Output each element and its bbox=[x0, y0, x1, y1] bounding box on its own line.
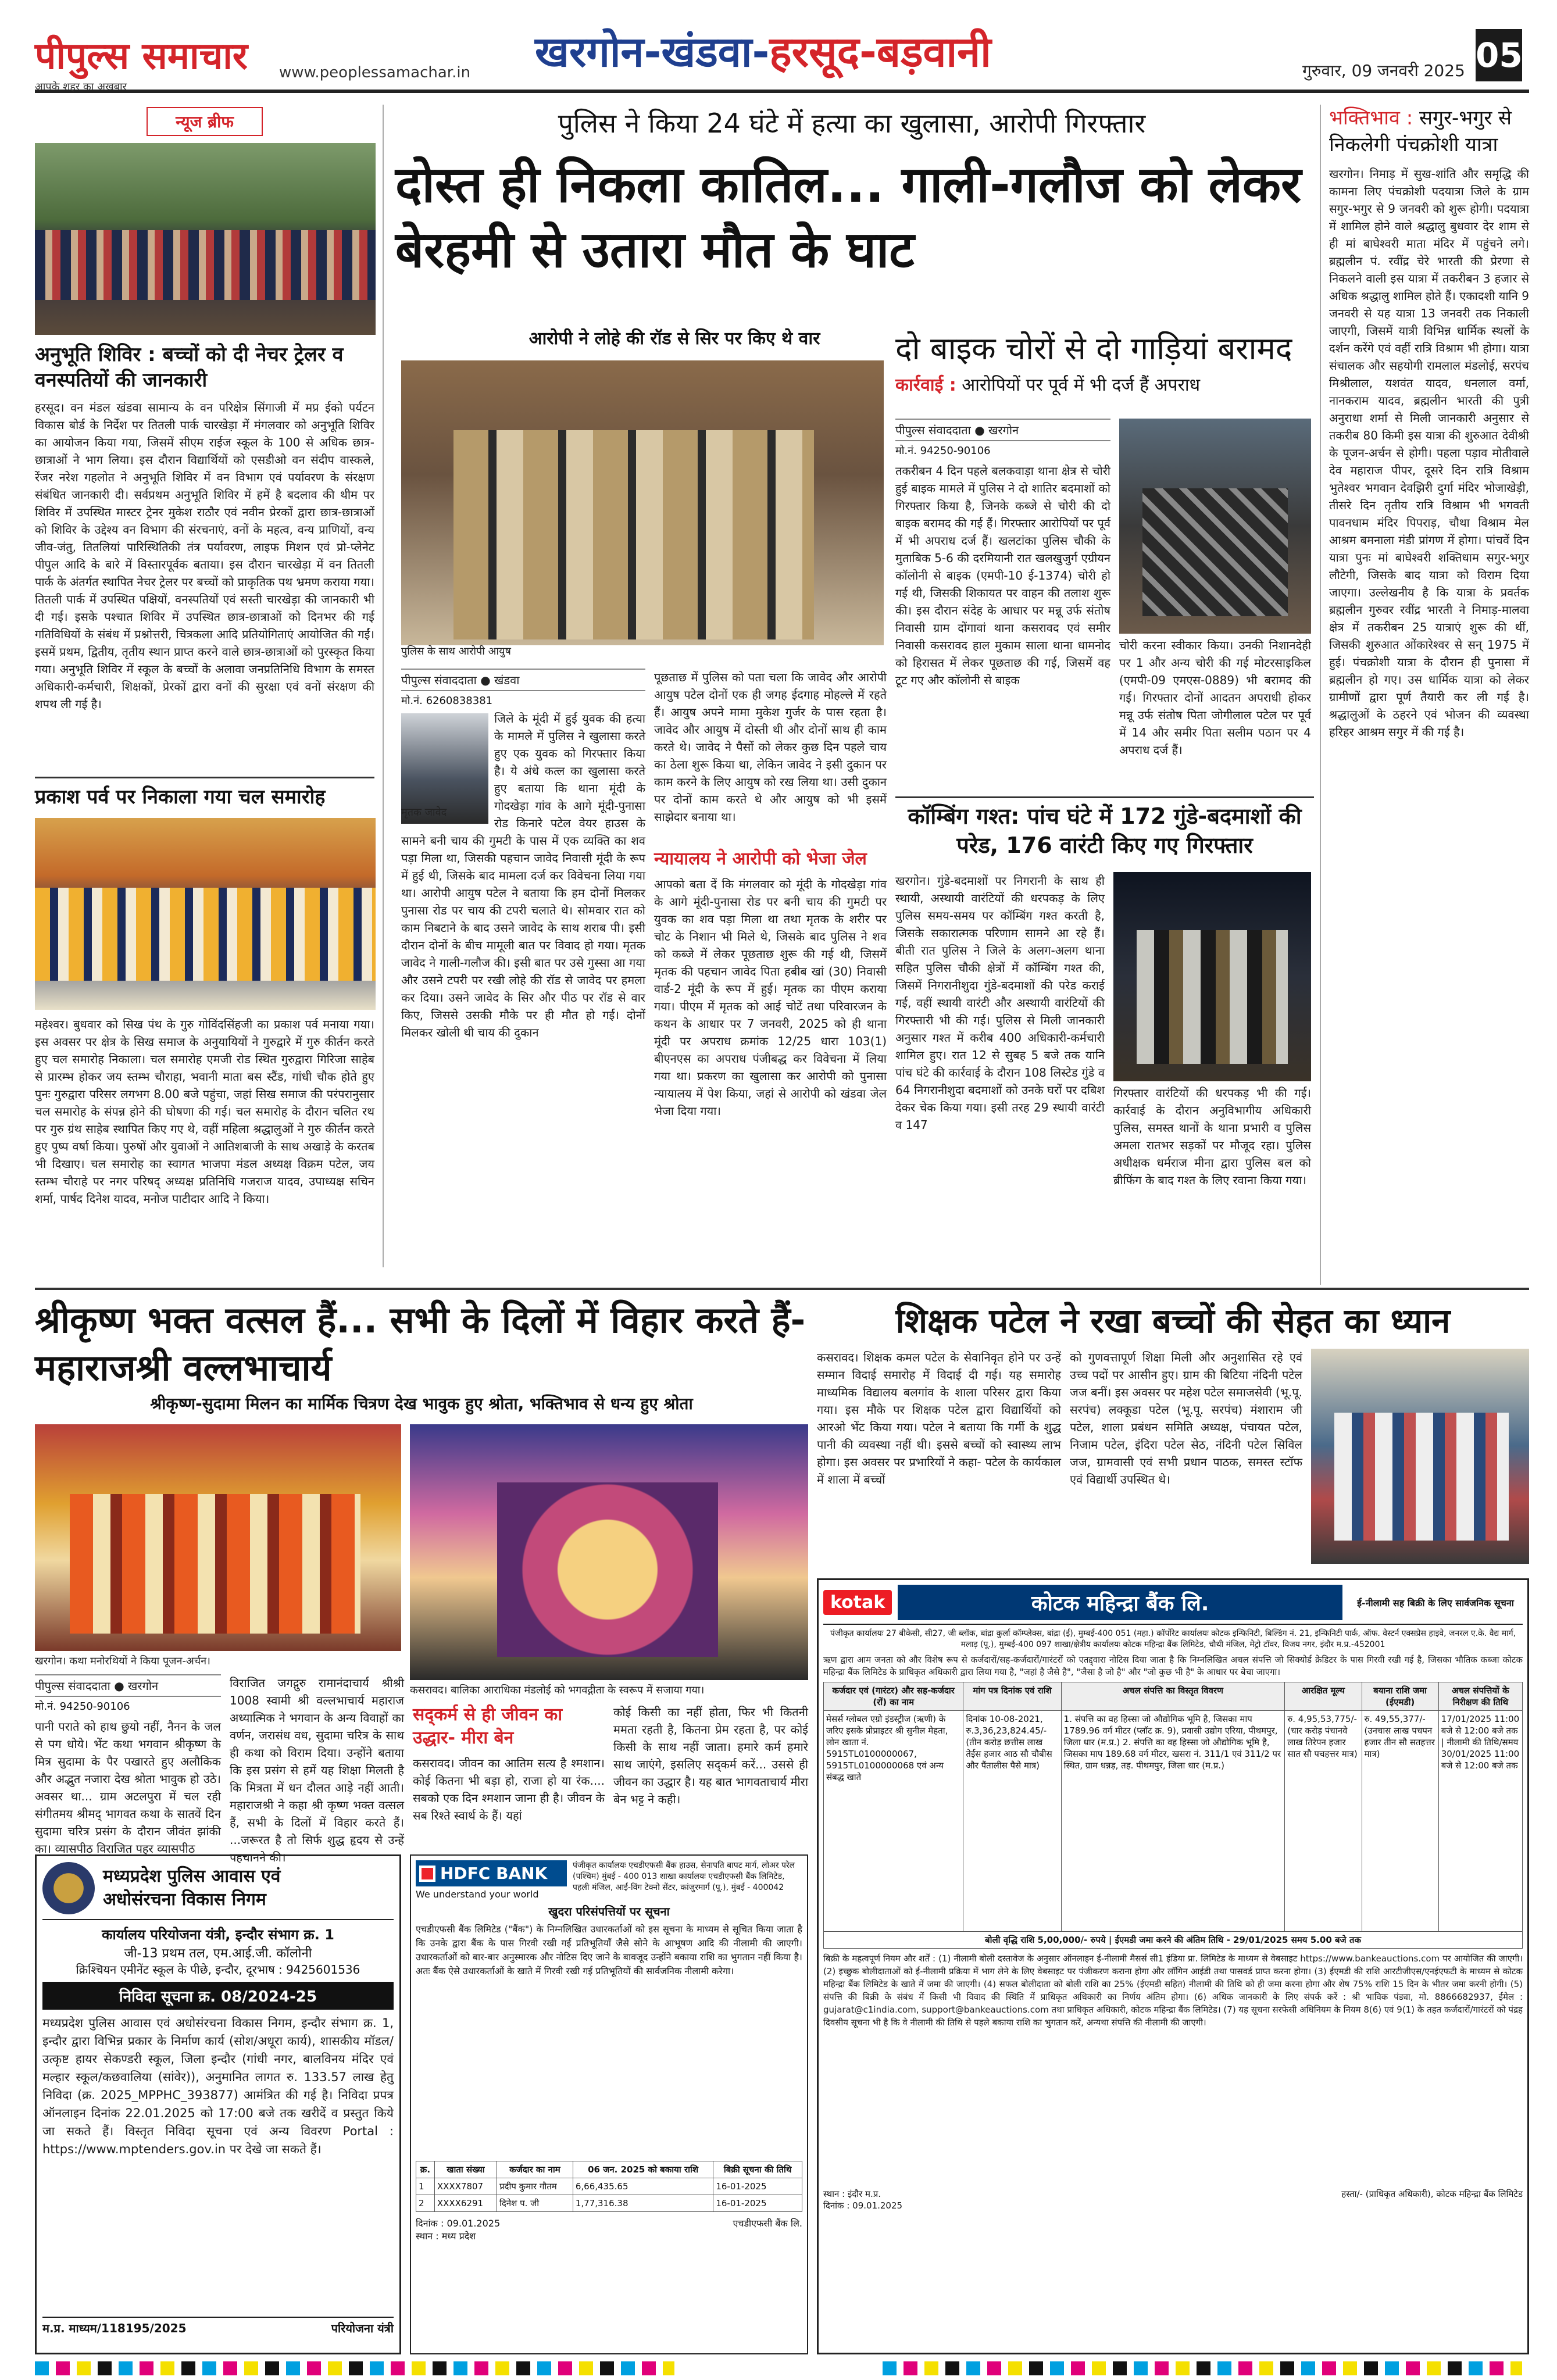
table-row: 1 XXXX7807 प्रदीप कुमार गौतम 6,66,435.65 16-01-2025 bbox=[416, 2178, 802, 2195]
teacher-headline: शिक्षक पटेल ने रखा बच्चों की सेहत का ध्यान bbox=[895, 1301, 1451, 1341]
teacher-headline-box bbox=[817, 1296, 1529, 1349]
lead-photo-caption: पुलिस के साथ आरोपी आयुष bbox=[401, 645, 511, 657]
kotak-col-borrower: कर्जदार एवं (गारंटर) और सह-कर्जदार (रों) का नाम bbox=[824, 1682, 963, 1711]
hdfc-logo: HDFC BANK bbox=[416, 1860, 567, 1886]
section-divider bbox=[35, 1288, 1529, 1290]
housing-body: मध्यप्रदेश पुलिस आवास एवं अधोसंरचना विकास निगम, इन्दौर संभाग क्र. 1, इन्दौर द्वारा विभिन्न प्रकार के निर्माण कार्य (सोश/अधूरा कार्य), शासकीय मॉडल/उत्कृष्ट हायर सेकण्डरी स्कूल, जिला इन्दौर (गांधी नगर, बालविनय मंदिर एवं मल्हार स्कूल/कछवालिया (सांवेर)), अनुमानित लागत रु. 133.57 लाख हेतु निविदा (क्र. 2025_MPPHC_393877) आमंत्रित की गई है। निविदा प्रपत्र ऑनलाइन दिनांक 22.01.2025 को 17:00 बजे तक खरीदें व प्रस्तुत किये जा सकते हैं। विस्तृत निविदा सूचना एवं अन्य विवरण Portal : https://www.mptenders.gov.in पर देखे जा सकते हैं। bbox=[42, 2016, 394, 2156]
kotak-terms: बिक्री के महत्वपूर्ण नियम और शर्तें : (1) नीलामी बोली दस्तावेज के अनुसार ऑनलाइन ई-नीलामी मैसर्स सी1 इंडिया प्रा. लिमिटेड के माध्यम से वेबसाइट https://www.bankeauctions.com पर आयोजित की जाएगी। (2) इच्छुक बोलीदाताओं को ई-नीलामी प्रक्रिया में भाग लेने के लिए वेबसाइट पर पंजीकरण कराना होगा और लॉगिन आईडी तथा पासवर्ड प्राप्त करना होगा। (3) ईएमडी की राशि आरटीजीएस/एनईएफटी के माध्यम से कोटक महिन्द्रा बैंक लिमिटेड के खाते में जमा की जाएगी। (4) सफल बोलीदाता को बोली राशि का 25% (ईएमडी सहित) नीलामी की तिथि को ही जमा करना होगा और शेष 75% राशि 15 दिन के भीतर जमा करनी होगी। (5) संपत्ति की बिक्री के संबंध में किसी भी विवाद की स्थिति में प्राधिकृत अधिकारी का निर्णय अंतिम होगा। (6) अधिक जानकारी के लिए संपर्क करें : श्री भाविक पंड्या, मो. 8866682937, ईमेल : gujarat@c1india.com, support@bankeauctions.com तथा प्राधिकृत अधिकारी, कोटक महिन्द्रा बैंक लिमिटेड। (7) यह सूचना सरफेसी अधिनियम के नियम 8(6) एवं 9(1) के तहत कर्जदारों/गारंटरों को पंद्रह दिवसीय सूचना भी है कि वे नीलामी की तिथि से पहले बकाया राशि का भुगतान करें, अन्यथा संपत्ति की नीलामी की जाएगी। bbox=[823, 1953, 1523, 2028]
meera-text-1: कसरावद। जीवन का आतिम सत्य है श्मशान। कोई कितना भी बड़ा हो, राजा हो या रंक.... सबको एक दिन श्मशान जाना ही है। जीवन के सब रिश्ते स्वार्थ के हैं। यहां bbox=[413, 1756, 605, 1822]
section-title: खरगोन-खंडवा-हरसूद-बड़वानी bbox=[535, 27, 991, 76]
meera-headline: सद्‌कर्म से ही जीवन का उद्धार- मीरा बेन bbox=[413, 1704, 563, 1748]
teacher-column-1 bbox=[817, 1349, 1061, 1570]
housing-footer-left: म.प्र. माध्यम/118195/2025 bbox=[42, 2321, 187, 2335]
gita-caption: कसरावद। बालिका आराधिका मंडलोई को भगवद्गीता के स्वरूप में सजाया गया। bbox=[410, 1684, 705, 1696]
hdfc-body: एचडीएफसी बैंक लिमिटेड ("बैंक") के निम्नलिखित उधारकर्ताओं को इस सूचना के माध्यम से सूचित किया जाता है कि उनके द्वारा बैंक के पास गिरवी रखी गई प्रतिभूतियाँ जैसे सोने के आभूषण आदि की नीलामी की जाएगी। उधारकर्ताओं को बार-बार अनुस्मारक और नोटिस दिए जाने के बावजूद उन्होंने बकाया राशि का भुगतान नहीं किया है। अतः बैंक ऐसे उधारकर्ताओं के खाते में गिरवी रखी गई प्रतिभूतियों की सार्वजनिक नीलामी करेगा। bbox=[416, 1924, 802, 1977]
procession-photo bbox=[35, 818, 376, 1010]
kotak-place: स्थान : इंदौर म.प्र. bbox=[823, 2189, 881, 2199]
kotak-col-inspection: अचल संपत्तियों के निरीक्षण की तिथि bbox=[1438, 1682, 1522, 1711]
meera-column-1 bbox=[413, 1703, 605, 1849]
recovered-bikes-photo bbox=[1119, 419, 1311, 634]
theft-kicker-label: कार्रवाई : bbox=[895, 375, 956, 395]
lead-mobile: मो.नं. 6260838381 bbox=[401, 695, 493, 707]
camp-text: हरसूद। वन मंडल खंडवा सामान्य के वन परिक्षेत्र सिंगाजी में मप्र ईको पर्यटन विकास बोर्ड के निर्देश पर तितली पार्क चारखेड़ा में मंगलवार को अनुभूति शिविर का आयोजन किया गया, जिसमें सीएम राईज स्कूल के 100 से अधिक छात्र-छात्राओं ने भाग लिया। इस दौरान विद्यार्थियों को एसडीओ वन संदीप वास्कले, रेंजर नरेश गहलोत ने अनुभूति शिविर में वन विभाग एवं पर्यावरण के संरक्षण संबंधित जानकारी दी। सर्वप्रथम अनुभूति शिविर में हमें है बदलाव की थीम पर शिविर में उपस्थित मास्टर ट्रेनर मुकेश राठौर एवं नवीन प्रेरकों द्वारा छात्र-छात्राओं को शिविर के उद्देश्य वन विभाग की संरचनाएं, वनों के महत्व, वन्य प्राणियों, वन्य जीव-जंतु, तितलियां पारिस्थितिकी तंत्र पर्यावरण, लाइफ मिशन एवं प्रो-प्लेनेट पीपुल आदि के बारे में विस्तारपूर्वक बताया। इस दौरान चारखेड़ा में वन तितली पार्क के अंतर्गत स्थापित नेचर ट्रेलर पर बच्चों को प्राकृतिक पथ भ्रमण कराया गया। तितली पार्क में उपस्थित पक्षियों, वनस्पतियों एवं सस्ती चारखेड़ा की जानकारी भी दी गई। इसके पश्चात शिविर में उपस्थित छात्र-छात्राओं को दिनभर की गई गतिविधियों के संबंध में प्रश्नोत्तरी, चित्रकला आदि प्रतियोगिताएं आयोजित की गईं। इसमें प्रथम, द्वितीय, तृतीय स्थान प्राप्त करने वाले छात्र-छात्राओं को पुरस्कृत किया गया। अनुभूति शिविर में स्कूल के बच्चों के अलावा जनप्रतिनिधि विभाग के समस्त अधिकारी-कर्मचारी, शिक्षकों, प्रेरकों द्वारा वनों की सुरक्षा एवं वनों संरक्षण की शपथ ली गई है। bbox=[35, 401, 374, 711]
housing-notice-no: निविदा सूचना क्र. 08/2024-25 bbox=[42, 1982, 394, 2010]
krishna-column-1: पीपुल्स संवाददाता ● खरगोन मो.नं. 94250-90106 पानी पराते को हाथ छुयो नहीं, नैनन के जल से पग धोये। भेंट कथा भगवान श्रीकृष्ण के मित्र सुदामा के पैर पखारते हुए अलौकिक और अद्भुत नजारा देख श्रोता भावुक हो उठे। अवसर था... ग्राम अटलपुरा में चल रही संगीतमय श्रीमद् भागवत कथा के सातवें दिन सुदामा चरित्र प्रसंग के दौरान जीवंत झांकी का। व्यासपीठ विराजित पहर व्यासपीठ bbox=[35, 1674, 221, 1849]
combing-caption: गिरफ्तार वारंटियों की धरपकड़ भी की गई। कार्रवाई के दौरान अनुविभागीय अधिकारी पुलिस, समस्त थानों के थाना प्रभारी व पुलिस अमला रातभर सड़कों पर मौजूद रहा। पुलिस अधीक्षक धर्मराज मीना द्वारा पुलिस बल को ब्रीफिंग के बाद गश्त के लिए रवाना किया गया। bbox=[1113, 1086, 1311, 1187]
victim-caption: मृतक जावेद bbox=[401, 806, 447, 819]
procession-headline: प्रकाश पर्व पर निकाला गया चल समारोह bbox=[35, 777, 374, 812]
color-registration-bar bbox=[0, 2357, 1557, 2380]
yatra-label: भक्तिभाव : bbox=[1329, 106, 1413, 130]
kotak-intro: ऋण द्वारा आम जनता को और विशेष रूप से कर्जदारों/सह-कर्जदारों/गारंटरों को एतद्द्वारा नोटिस दिया जाता है कि निम्नलिखित अचल संपत्ति जो सिक्योर्ड क्रेडिटर के पास गिरवी रखी गई है, जिसका भौतिक कब्जा कोटक महिन्द्रा बैंक लिमिटेड के प्राधिकृत अधिकारी द्वारा लिया गया है, "जहां है जैसे है", "जैसा है जो है" और "जो कुछ भी है" के आधार पर बेचा जाएगा। bbox=[823, 1654, 1523, 1677]
krishna-text-1: पानी पराते को हाथ छुयो नहीं, नैनन के जल से पग धोये। भेंट कथा भगवान श्रीकृष्ण के मित्र सुदामा के पैर पखारते हुए अलौकिक और अद्भुत नजारा देख श्रोता भावुक हो उठे। अवसर था... ग्राम अटलपुरा में चल रही संगीतमय श्रीमद् भागवत कथा के सातवें दिन सुदामा चरित्र प्रसंग के दौरान जीवंत झांकी का। व्यासपीठ विराजित पहर व्यासपीठ bbox=[35, 1720, 221, 1856]
lead-sub-box bbox=[465, 326, 884, 355]
combing-night-photo bbox=[1113, 872, 1311, 1081]
police-emblem-icon bbox=[42, 1862, 95, 1914]
housing-org-1: मध्यप्रदेश पुलिस आवास एवं bbox=[103, 1866, 281, 1886]
krishna-headline: श्रीकृष्ण भक्त वत्सल हैं... सभी के दिलों में विहार करते हैं- महाराजश्री वल्लभाचार्य bbox=[35, 1299, 806, 1389]
teacher-text-2: को गुणवत्तापूर्ण शिक्षा मिली और अनुशासित रहे एवं उच्च पदों पर आसीन हुए। ग्राम की बिटिया नंदिनी पटेल जज बनीं। इस अवसर पर महेश पटेल समाजसेवी (भू.पू. सरपंच) लक्कूडा पटेल (भू.पू. सरपंच) मंशाराम जी पटेल, शाला प्रबंधन समिति अध्यक्ष, पंचायत पटेल, निजाम पटेल, इंदिरा पटेल सेठ, नंदिनी पटेल सिविल जज, ग्रामवासी एवं सभी प्रधान पाठक, समस्त स्टॉफ एवं विद्यार्थी उपस्थित थे। bbox=[1070, 1350, 1302, 1486]
krishna-subheadline: श्रीकृष्ण-सुदामा मिलन का मार्मिक चित्रण देख भावुक हुए श्रोता, भक्तिभाव से धन्य हुए श्रोता bbox=[150, 1394, 693, 1413]
kotak-address: पंजीकृत कार्यालयः 27 बीकेसी, सी27, जी ब्लॉक, बांद्रा कुर्ला कॉम्प्लेक्स, बांद्रा (ई), मुम्बई-400 051 (महा.) कॉर्पोरेट कार्यालयः कोटक इन्फिनिटी, बिल्डिंग नं. 21, इन्फिनिटी पार्क, ऑफ. वेस्टर्न एक्सप्रेस हाइवे, जनरल ए.के. वैद्य मार्ग, मलाड़ (पू.), मुम्बई-400 097 शाखा/क्षेत्रीय कार्यालयः कोटक महिन्द्रा बैंक लिमिटेड, चौथी मंजिल, मेट्रो टॉवर, विजय नगर, इंदौर म.प्र.-452001 bbox=[830, 1629, 1516, 1649]
issue-date: गुरुवार, 09 जनवरी 2025 bbox=[1302, 61, 1465, 80]
krishna-column-2 bbox=[230, 1674, 404, 1864]
hdfc-date: दिनांक : 09.01.2025 bbox=[416, 2218, 501, 2229]
masthead bbox=[35, 17, 1529, 93]
yatra-text: खरगोन। निमाड़ में सुख-शांति और समृद्धि की कामना लिए पंचक्रोशी पदयात्रा जिले के ग्राम सगुर-भगुर से 9 जनवरी को शुरू होगी। पदयात्रा में शामिल होने वाले श्रद्धालु बुधवार देर शाम से ही मां बाघेश्वरी माता मंदिर में पहुंचने लगे। ब्रह्मलीन पं. रवींद्र चेरे भारती की प्रेरणा से निकलने वाली इस यात्रा में तकरीबन 3 हजार से अधिक श्रद्धालु शामिल होते हैं। एकादशी यानि 9 जनवरी से यह यात्रा 13 जनवरी तक निकाली जाएगी, जिसमें यात्री विभिन्न धार्मिक स्थलों के दर्शन करेंगे एवं वहीं रात्रि विश्राम भी होगा। यात्रा संचालक और सहयोगी रामलाल मंडलोई, सरपंच मिश्रीलाल, यशवंत यादव, धनलाल वर्मा, नानकराम यादव, ब्रह्मलीन भारती की पुत्री अनुराधा शर्मा से मिली जानकारी अनुसार से तकरीब 80 किमी इस यात्रा की शुरुआत देवीश्री के पूजन-अर्चन से होगी। पहला पड़ाव मोतीवाले देव महाराज पीपर, दूसरे दिन रात्रि विश्राम भुतेश्वर भगवान देवझिरी दुर्गा मंदिर भोजाखेड़ी, तीसरे दिन तृतीय रात्रि विश्राम भी भगवती पावनधाम मंदिर पिपराड़, चौथा विश्राम मेल आश्रम बमनाला मंडी प्रांगण में होगा। पांचवें दिन यात्रा पुनः मां बाघेश्वरी शक्तिधाम सगुर-भगुर लौटेगी, जिसके बाद यात्रा को विराम दिया जाएगा। उल्लेखनीय है कि यात्रा के प्रवर्तक ब्रह्मलीन गुरुवर रवींद्र भारती ने निमाड़-मालवा क्षेत्र में तकरीबन 25 यात्राएं शुरू की थीं, जिसकी शुरुआत ओंकारेश्वर से सन् 1975 में हुई। पंचक्रोशी यात्रा के दौरान ही पुनासा में ब्रह्मलीन हो गए। उस धार्मिक यात्रा को लेकर ग्रामीणों द्वारा पूर्ण तैयारी कर ली गई है। श्रद्धालुओं के ठहरने एवं भोजन की व्यवस्था हरिहर आश्रम सगुर में की गई है। bbox=[1329, 167, 1529, 739]
kotak-auction-ad bbox=[817, 1578, 1529, 2354]
theft-text-1: तकरीबन 4 दिन पहले बलकवाड़ा थाना क्षेत्र से चोरी हुई बाइक मामले में पुलिस ने दो शातिर बदमाशों को गिरफ्तार किया है, जिनके कब्जे से चोरी की दो बाइक बरामद की गई हैं। गिरफ्तार आरोपियों पर पूर्व में भी अपराध दर्ज हैं। खलटांका पुलिस चौकी के मुताबिक 5-6 की दरमियानी रात खलखुजुर्ग एग्रीयन कॉलोनी से बाइक (एमपी-10 ई-1374) चोरी हो गई थी, जिसकी शिकायत पर वाहन की तलाश शुरू की। इस दौरान संदेह के आधार पर मन्नू उर्फ संतोष निवासी ग्राम दोंगावां थाना कसरावद एवं समीर निवासी कसरावद हाल मुकाम साला थाना धामनोद को हिरासत में लेकर पूछताछ की गई, जिसमें वह टूट गए और कॉलोनी से बाइक bbox=[895, 464, 1110, 687]
katha-worship-photo bbox=[35, 1424, 401, 1651]
hdfc-place: स्थान : मध्य प्रदेश bbox=[416, 2231, 476, 2242]
teacher-column-2 bbox=[1070, 1349, 1302, 1570]
hdfc-notice-ad bbox=[410, 1854, 808, 2354]
kotak-table bbox=[823, 1682, 1523, 1932]
kotak-bid-line: बोली वृद्धि राशि 5,00,000/- रुपये | ईएमडी जमा करने की अंतिम तिथि - 29/01/2025 समय 5.00 बजे तक bbox=[823, 1932, 1523, 1949]
teacher-felicitation-photo bbox=[1311, 1349, 1529, 1564]
website-url[interactable]: www.peoplessamachar.in bbox=[279, 64, 471, 81]
kotak-col-demand: मांग पत्र दिनांक एवं राशि bbox=[963, 1682, 1061, 1711]
news-brief-column bbox=[35, 105, 384, 1267]
hdfc-col-sno: क्र. bbox=[416, 2161, 435, 2178]
meera-text-2: कोई किसी का नहीं होता, फिर भी कितनी ममता रहती है, कितना प्रेम रहता है, पर कोई किसी के साथ नहीं जाता। हमारे कर्म हमारे साथ जाएंगे, इसलिए सद्‌कर्म करें... उससे ही जीवन का उद्धार है। यह बात भागवताचार्य मीरा बेन भट्ट ने कही। bbox=[613, 1705, 808, 1806]
housing-tender-ad bbox=[35, 1854, 401, 2354]
combing-caption-box bbox=[1113, 1084, 1311, 1282]
kotak-col-emd: बयाना राशि जमा (ईएमडी) bbox=[1362, 1682, 1438, 1711]
table-row: 2 XXXX6291 दिनेश प. जी 1,77,316.38 16-01-2025 bbox=[416, 2195, 802, 2212]
theft-place: खरगोन bbox=[988, 423, 1019, 437]
kotak-col-reserve: आरक्षित मूल्य bbox=[1285, 1682, 1362, 1711]
hdfc-square-icon bbox=[419, 1866, 435, 1882]
housing-address-2: क्रिश्चियन एमीनेंट स्कूल के पीछे, इन्दौर, दूरभाष : 9425601536 bbox=[76, 1963, 360, 1977]
hdfc-table bbox=[416, 2161, 802, 2212]
kotak-logo: kotak bbox=[823, 1590, 892, 1615]
lead-headline: दोस्त ही निकला कातिल... गाली-गलौज को लेकर बेरहमी से उतारा मौत के घाट bbox=[395, 156, 1302, 279]
housing-address-1: जी-13 प्रथम तल, एम.आई.जी. कॉलोनी bbox=[124, 1946, 312, 1961]
housing-org-2: अधोसंरचना विकास निगम bbox=[103, 1889, 266, 1910]
theft-byline: पीपुल्स संवाददाता bbox=[895, 423, 971, 437]
camp-headline: अनुभूति शिविर : बच्चों को दी नेचर ट्रेलर व वनस्पतियों की जानकारी bbox=[35, 343, 344, 392]
theft-text-2: चोरी करना स्वीकार किया। उनकी निशानदेही पर 1 और अन्य चोरी की गई मोटरसाइकिल (एमपी-09 एमएस-0889) भी बरामद की गई। गिरफ्तार दोनों आदतन अपराधी होकर मन्नू उर्फ संतोष पिता जोगीलाल पटेल पर पूर्व में 14 और समीर पिता सलीम पठान पर 4 अपराध दर्ज हैं। bbox=[1119, 638, 1311, 757]
lead-headline-box bbox=[395, 152, 1308, 327]
katha-caption: खरगोन। कथा मनोरथियों ने किया पूजन-अर्चन। bbox=[35, 1655, 210, 1667]
combing-text: खरगोन। गुंडे-बदमाशों पर निगरानी के साथ ही स्थायी, अस्थायी वारंटियों की धरपकड़ के लिए पुलिस समय-समय पर कॉम्बिंग गश्त करती है, जिसके सकारात्मक परिणाम सामने आ रहे हैं। बीती रात पुलिस ने जिले के अलग-अलग थाना सहित पुलिस चौकी क्षेत्रों में कॉम्बिंग गश्त की, जिसमें निगरानीशुदा गुंडे-बदमाशों की परेड कराई गई, वहीं स्थायी वारंटी और अस्थायी वारंटियों की गिरफ्तारी भी की गई। पुलिस से मिली जानकारी अनुसार गश्त में करीब 400 अधिकारी-कर्मचारी शामिल हुए। रात 12 से सुबह 5 बजे तक यानि पांच घंटे की कार्रवाई के दौरान 108 लिस्टेड गुंडे व 64 निगरानीशुदा बदमाशों को उनके घरों पर दबिश देकर चेक किया गया। इसी तरह 29 स्थायी वारंटी व 147 bbox=[895, 874, 1105, 1132]
lead-text-2: पूछताछ में पुलिस को पता चला कि जावेद और आरोपी आयुष पटेल दोनों एक ही जगह ईदगाह मोहल्ले में रहते हैं। आयुष अपने मामा मुकेश गुर्जर के पास रहता है। जावेद और आयुष में दोस्ती थी और दोनों साथ ही काम करते थे। जावेद ने पैसों को लेकर कुछ दिन पहले चाय का ठेला शुरू किया था, लेकिन जावेद ने इसी दुकान पर काम करने के लिए आयुष को रख लिया था। उसी दुकान पर दोनों काम करते थे और आयुष को भी इसमें साझेदार बनाया था। bbox=[654, 670, 887, 824]
lead-text-1: जिले के मूंदी में हुई युवक की हत्या के मामले में पुलिस ने खुलासा करते हुए एक युवक को गिरफ्तार किया है। ये अंधे कत्ल का खुलासा करते हुए बताया कि थाना मूंदी के गोदखेड़ा गांव के आगे मूंदी-पुनासा रोड किनारे पटेल वेयर हाउस के सामने बनी चाय की गुमटी के पास में एक व्यक्ति का शव पड़ा मिला था, जिसकी पहचान जावेद निवासी मूंदी के रूप में हुई थी, जिसके बाद मामला दर्ज कर विवेचना लिया गया था। आरोपी आयुष पटेल ने बताया कि हम दोनों मिलकर पुनासा रोड पर चाय की टपरी चलाते थे। सोमवार रात को काम निबटाने के बाद उसने जावेद के साथ शराब पी। इसी दौरान दोनों के बीच मामूली बात पर विवाद हो गया। मृतक जावेद ने गाली-गलौज की। इसी बात पर उसे गुस्सा आ गया और उसने टपरी पर रखी लोहे की रॉड से जावेद पर हमला कर दिया। उसने जावेद के सिर और पीठ पर रॉड से वार किए, जिससे उसकी मौके पर ही मौत हो गई। दोनों मिलकर खोली थी चाय की दुकान bbox=[401, 712, 645, 1039]
newspaper-logo[interactable]: पीपुल्स समाचार आपके शहर का अखबार bbox=[35, 34, 248, 93]
kotak-bank-name: कोटक महिन्द्रा बैंक लि. bbox=[898, 1585, 1342, 1620]
krishna-sub-box bbox=[35, 1392, 808, 1421]
kotak-date: दिनांक : 09.01.2025 bbox=[823, 2200, 903, 2211]
hdfc-col-account: खाता संख्या bbox=[434, 2161, 497, 2178]
krishna-mobile: मो.नं. 94250-90106 bbox=[35, 1700, 130, 1713]
camp-group-photo bbox=[35, 143, 376, 335]
teacher-text-1: कसरावद। शिक्षक कमल पटेल के सेवानिवृत होने पर उन्हें सम्मान विदाई समारोह में विदाई दी गई। यह समारोह माध्यमिक विद्यालय बलगांव के शाला परिसर द्वारा किया गया। इस मौके पर शिक्षक पटेल द्वारा विद्यार्थियों को आरओ भेंट किया गया। पटेल ने बताया कि गर्मी के शुद्ध पानी की व्यवस्था नहीं थी। इससे बच्चों को स्वास्थ्य लाभ होगा। इस अवसर पर प्रभारियों ने कहा- पटेल के कार्यकाल में शाला में बच्चों bbox=[817, 1350, 1061, 1486]
news-brief-label: न्यूज ब्रीफ bbox=[147, 107, 263, 136]
table-row: मेसर्स ग्लोबल एग्रो इंडस्ट्रीज (ऋणी) के जरिए इसके प्रोप्राइटर श्री सुनील मेहता, लोन खाता नं. 5915TL0100000067, 5915TL0100000068 एवं अन्य संबद्ध खाते दिनांक 10-08-2021, रु.3,36,23,824.45/- (तीन करोड़ छत्तीस लाख तेईस हजार आठ सौ चौबीस और पैंतालीस पैसे मात्र) 1. संपत्ति का वह हिस्सा जो औद्योगिक भूमि है, जिसका माप 1789.96 वर्ग मीटर (प्लॉट क्र. 9), प्रवासी उद्योग एरिया, पीथमपुर, जिला धार (म.प्र.) 2. संपत्ति का वह हिस्सा जो औद्योगिक भूमि है, जिसका माप 189.68 वर्ग मीटर, खसरा नं. 311/1 एवं 311/2 पर स्थित, ग्राम धन्नड़, तह. पीथमपुर, जिला धार (म.प्र.) रु. 4,95,53,775/- (चार करोड़ पंचानवे लाख तिरेपन हजार सात सौ पचहत्तर मात्र) रु. 49,55,377/- (उनचास लाख पचपन हजार तीन सौ सतहत्तर मात्र) 17/01/2025 11:00 बजे से 12:00 बजे तक | नीलामी की तिथि/समय 30/01/2025 11:00 बजे से 12:00 बजे तक bbox=[824, 1711, 1523, 1932]
theft-headline-box bbox=[895, 326, 1314, 395]
hdfc-col-borrower: कर्जदार का नाम bbox=[497, 2161, 573, 2178]
kotak-signature: हस्ता/- (प्राधिकृत अधिकारी), कोटक महिन्द्रा बैंक लिमिटेड bbox=[1341, 2189, 1523, 2199]
theft-column-1: पीपुल्स संवाददाता ● खरगोन मो.नं. 94250-90106 तकरीबन 4 दिन पहले बलकवाड़ा थाना क्षेत्र से चोरी हुई बाइक मामले में पुलिस ने दो शातिर बदमाशों को गिरफ्तार किया है, जिनके कब्जे से चोरी की दो बाइक बरामद की गई हैं। गिरफ्तार आरोपियों पर पूर्व में भी अपराध दर्ज हैं। खलटांका पुलिस चौकी के मुताबिक 5-6 की दरमियानी रात खलखुजुर्ग एग्रीयन कॉलोनी से बाइक (एमपी-10 ई-1374) चोरी हो गई थी, जिसकी शिकायत पर वाहन की तलाश शुरू की। इस दौरान संदेह के आधार पर मन्नू उर्फ संतोष निवासी ग्राम दोंगावां थाना कसरावद एवं समीर निवासी कसरावद हाल मुकाम साला थाना धामनोद को हिरासत में लेकर पूछताछ की गई, जिसमें वह टूट गए और कॉलोनी से बाइक bbox=[895, 419, 1110, 791]
krishna-headline-box bbox=[35, 1296, 808, 1395]
krishna-byline: पीपुल्स संवाददाता bbox=[35, 1679, 110, 1693]
lead-byline: पीपुल्स संवाददाता bbox=[401, 673, 477, 687]
yatra-column bbox=[1320, 105, 1529, 1285]
theft-headline: दो बाइक चोरों से दो गाड़ियां बरामद bbox=[895, 330, 1292, 367]
page-number: 05 bbox=[1476, 29, 1522, 81]
police-accused-photo bbox=[401, 360, 884, 645]
krishna-place: खरगोन bbox=[128, 1679, 159, 1693]
lead-column-1: पीपुल्स संवाददाता ● खंडवा मो.नं. 6260838381 जिले के मूंदी में हुई युवक की हत्या के मामले में पुलिस ने खुलासा करते हुए एक युवक को गिरफ्तार किया है। ये अंधे कत्ल का खुलासा करते हुए बताया कि थाना मूंदी के गोदखेड़ा गांव के आगे मूंदी-पुनासा रोड किनारे पटेल वेयर हाउस के सामने बनी चाय की गुमटी के पास में एक व्यक्ति का शव पड़ा मिला था, जिसकी पहचान जावेद निवासी मूंदी के रूप में हुई थी, जिसके बाद मामला दर्ज कर विवेचना लिया गया था। आरोपी आयुष पटेल ने बताया कि हम दोनों मिलकर पुनासा रोड पर चाय की टपरी चलाते थे। सोमवार रात को काम निबटाने के बाद उसने जावेद के साथ शराब पी। इसी दौरान दोनों के बीच मामूली बात पर विवाद हो गया। मृतक जावेद ने गाली-गलौज की। इसी बात पर उसे गुस्सा आ गया और उसने टपरी पर रखी लोहे की रॉड से जावेद पर हमला कर दिया। उसने जावेद के सिर और पीठ पर रॉड से वार किए, जिससे उसकी मौके पर ही मौत हो गई। दोनों मिलकर खोली थी चाय की दुकान bbox=[401, 669, 645, 1279]
housing-office: कार्यालय परियोजना यंत्री, इन्दौर संभाग क्र. 1 bbox=[102, 1927, 334, 1943]
theft-mobile: मो.नं. 94250-90106 bbox=[895, 445, 991, 457]
krishna-text-2: विराजित जगद्गुरु रामानंदाचार्य श्रीश्री 1008 स्वामी श्री वल्लभाचार्य महाराज अध्यात्मिक ने भगवान के अन्य विवाहों का वर्णन, जरासंध वध, सुदामा चरित्र के साथ ही कथा को विराम दिया। उन्होंने बताया कि इस प्रसंग से हमें यह शिक्षा मिलती है कि मित्रता में धन दौलत आड़े नहीं आती। महाराजश्री ने कहा श्री कृष्ण भक्त वत्सल हैं, सभी के दिलों में विहार करते हैं। ...जरूरत है तो सिर्फ शुद्ध हृदय से उन्हें पहचानने की। bbox=[230, 1676, 404, 1864]
lead-kicker: पुलिस ने किया 24 घंटे में हत्या का खुलासा, आरोपी गिरफ्तार bbox=[558, 108, 1146, 139]
lead-subheadline: आरोपी ने लोहे की रॉड से सिर पर किए थे वार bbox=[528, 328, 820, 349]
combing-headline: कॉम्बिंग गश्त: पांच घंटे में 172 गुंडे-बदमाशों की परेड, 176 वारंटी किए गए गिरफ्तार bbox=[908, 803, 1302, 858]
lead-place: खंडवा bbox=[494, 673, 520, 687]
court-headline: न्यायालय ने आरोपी को भेजा जेल bbox=[654, 849, 867, 869]
hdfc-col-date: बिक्री सूचना की तिथि bbox=[713, 2161, 802, 2178]
kotak-col-property: अचल संपत्ति का विस्तृत विवरण bbox=[1061, 1682, 1285, 1711]
meera-column-2 bbox=[613, 1703, 808, 1849]
yatra-headline: सगुर-भगुर से निकलेगी पंचक्रोशी यात्रा bbox=[1329, 106, 1512, 156]
housing-footer-right: परियोजना यंत्री bbox=[331, 2321, 394, 2335]
theft-kicker: आरोपियों पर पूर्व में भी दर्ज हैं अपराध bbox=[962, 375, 1201, 395]
hdfc-title: खुदरा परिसंपत्तियों पर सूचना bbox=[548, 1904, 670, 1918]
hdfc-tagline: We understand your world bbox=[416, 1889, 539, 1900]
lead-column-2 bbox=[654, 669, 887, 1279]
gita-girl-photo bbox=[410, 1424, 808, 1680]
procession-text: महेश्वर। बुधवार को सिख पंथ के गुरु गोविंदसिंहजी का प्रकाश पर्व मनाया गया। इस अवसर पर क्षेत्र के सिख समाज के अनुयायियों ने गुरुद्वारे में गुरु कीर्तन करते हुए चल समारोह निकाला। चल समारोह एमजी रोड स्थित गुरुद्वारा गिरिजा साहेब से प्रारम्भ होकर जय स्तम्भ चौराहा, भवानी माता बस स्टैंड, गांधी चौक होते हुए पुनः गुरुद्वारा परिसर लगभग 8.00 बजे पहुंचा, जहां सिख समाज की परंपरानुसार चल समारोह के संपन्न होने की घोषणा की गई। चल समारोह के दौरान चलित रथ पर गुरु ग्रंथ साहेब स्थापित किए गए थे, वहीं महिला श्रद्धालुओं ने गुरु कीर्तन करते हुए पुष्प वर्षा किया। पुरुषों और युवाओं ने आतिशबाजी के साथ अखाड़े के करतब भी दिखाए। चल समारोह का स्वागत भाजपा मंडल अध्यक्ष विक्रम पटेल, जय स्तम्भ चौराहे पर नगर परिषद् अध्यक्ष प्रतिनिधि गजराज यादव, उपाध्यक्ष सचिन शर्मा, पार्षद दिनेश यादव, मनोज पाटीदार आदि ने किया। bbox=[35, 1017, 374, 1206]
hdfc-signature: एचडीएफसी बैंक लि. bbox=[733, 2218, 802, 2229]
combing-headline-box bbox=[895, 796, 1314, 866]
combing-column bbox=[895, 872, 1105, 1285]
kotak-tag: ई-नीलामी सह बिक्री के लिए सार्वजनिक सूचना bbox=[1357, 1597, 1514, 1609]
lead-text-3: आपको बता दें कि मंगलवार को मूंदी के गोदखेड़ा गांव के आगे मूंदी-पुनासा रोड पर बनी चाय की गुमटी पर युवक का शव पड़ा मिला था तथा मृतक के शरीर पर चोट के निशान भी मिले थे, जिसके बाद पुलिस ने शव को कब्जे में लेकर पूछताछ शुरू की गई थी, जिसमें मृतक की पहचान जावेद पिता हबीब खां (30) निवासी वार्ड-2 मूंदी के रूप में हुई। मृतक का पीएम कराया गया। पीएम में मृतक को आई चोटें तथा परिवारजन के कथन के आधार पर 7 जनवरी, 2025 को ही थाना मूंदी पर अपराध क्रमांक 12/25 धारा 103(1) बीएनएस का अपराध पंजीबद्ध कर विवेचना में लिया गया था। प्रकरण का खुलासा कर आरोपी को पुनासा न्यायालय में पेश किया, जहां से आरोपी को खंडवा जेल भेजा दिया गया। bbox=[654, 877, 887, 1118]
hdfc-col-due: 06 जन. 2025 को बकाया राशि bbox=[573, 2161, 713, 2178]
theft-column-2 bbox=[1119, 637, 1311, 794]
hdfc-address: पंजीकृत कार्यालयः एचडीएफसी बैंक हाउस, सेनापति बापट मार्ग, लोअर परेल (पश्चिम) मुंबई - 400 013 शाखा कार्यालयः एचडीएफसी बैंक लिमिटेड, पहली मंजिल, आई-विंग टेक्नो सेंटर, कांजुरमार्ग (पू.), मुंबई - 400042 bbox=[573, 1861, 795, 1892]
